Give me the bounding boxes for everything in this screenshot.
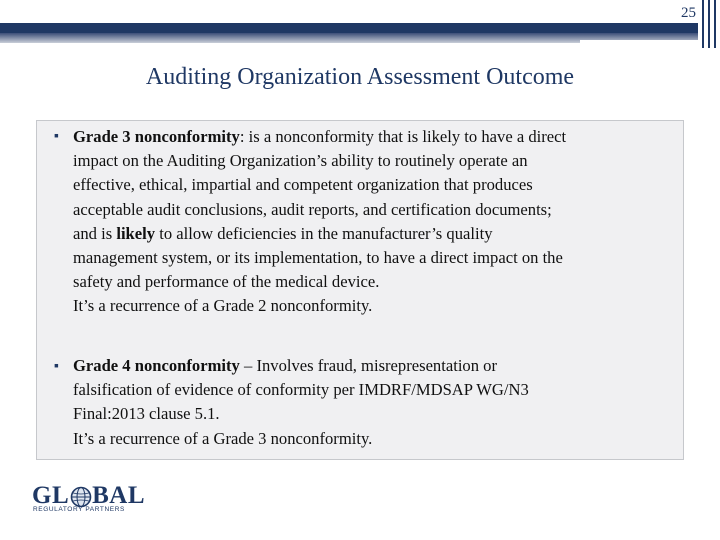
bullet-marker-icon: ▪ <box>54 129 59 144</box>
paragraph-line <box>73 427 679 451</box>
logo-subtitle: REGULATORY PARTNERS <box>33 506 125 513</box>
text-run: impact on the Auditing Organization’s ability to routinely operate an <box>73 151 528 171</box>
slide-title: Auditing Organization Assessment Outcome <box>145 64 575 90</box>
paragraph-line <box>73 354 679 378</box>
paragraph-line <box>73 378 679 402</box>
globe-icon <box>70 486 92 508</box>
paragraph-line <box>73 149 679 173</box>
bullet-grade-4 <box>73 354 679 451</box>
text-run: safety and performance of the medical device. <box>73 272 380 292</box>
text-run: Final:2013 clause 5.1. <box>73 404 220 424</box>
paragraph-line <box>73 222 679 246</box>
text-run: to allow deficiencies in the manufacturer’s quality <box>155 223 493 243</box>
text-run: management system, or its implementation, to have a direct impact on the <box>73 248 563 268</box>
paragraph-line <box>73 294 679 318</box>
paragraph-line <box>73 173 679 197</box>
header-underline-gap <box>580 40 698 46</box>
header-bar <box>0 23 698 33</box>
text-run: and is <box>73 223 117 243</box>
global-regulatory-partners-logo <box>32 482 146 516</box>
text-run: acceptable audit conclusions, audit reports, and certification documents; <box>73 199 552 219</box>
paragraph-line <box>73 270 679 294</box>
side-decoration <box>699 0 720 48</box>
bullet-grade-3 <box>73 125 679 319</box>
text-run: falsification of evidence of conformity per IMDRF/MDSAP WG/N3 <box>73 380 529 400</box>
paragraph-line <box>73 402 679 426</box>
text-run: – Involves fraud, misrepresentation or <box>239 356 497 375</box>
bold-term: Grade 3 nonconformity <box>73 127 240 146</box>
page-number: 25 <box>681 5 696 21</box>
text-run: It’s a recurrence of a Grade 2 nonconformity. <box>73 296 373 316</box>
content-box <box>36 120 684 460</box>
bullet-marker-icon: ▪ <box>54 359 59 374</box>
bold-term: Grade 4 nonconformity <box>73 356 240 375</box>
text-run: : is a nonconformity that is likely to have a direct <box>239 127 567 146</box>
text-run: It’s a recurrence of a Grade 3 nonconformity. <box>73 428 373 448</box>
bold-term: likely <box>116 223 156 243</box>
paragraph-line <box>73 246 679 270</box>
paragraph-line <box>73 198 679 222</box>
paragraph-line <box>73 125 679 149</box>
text-run: effective, ethical, impartial and competent organization that produces <box>73 175 533 195</box>
logo-wordmark: GL BAL <box>32 482 146 509</box>
